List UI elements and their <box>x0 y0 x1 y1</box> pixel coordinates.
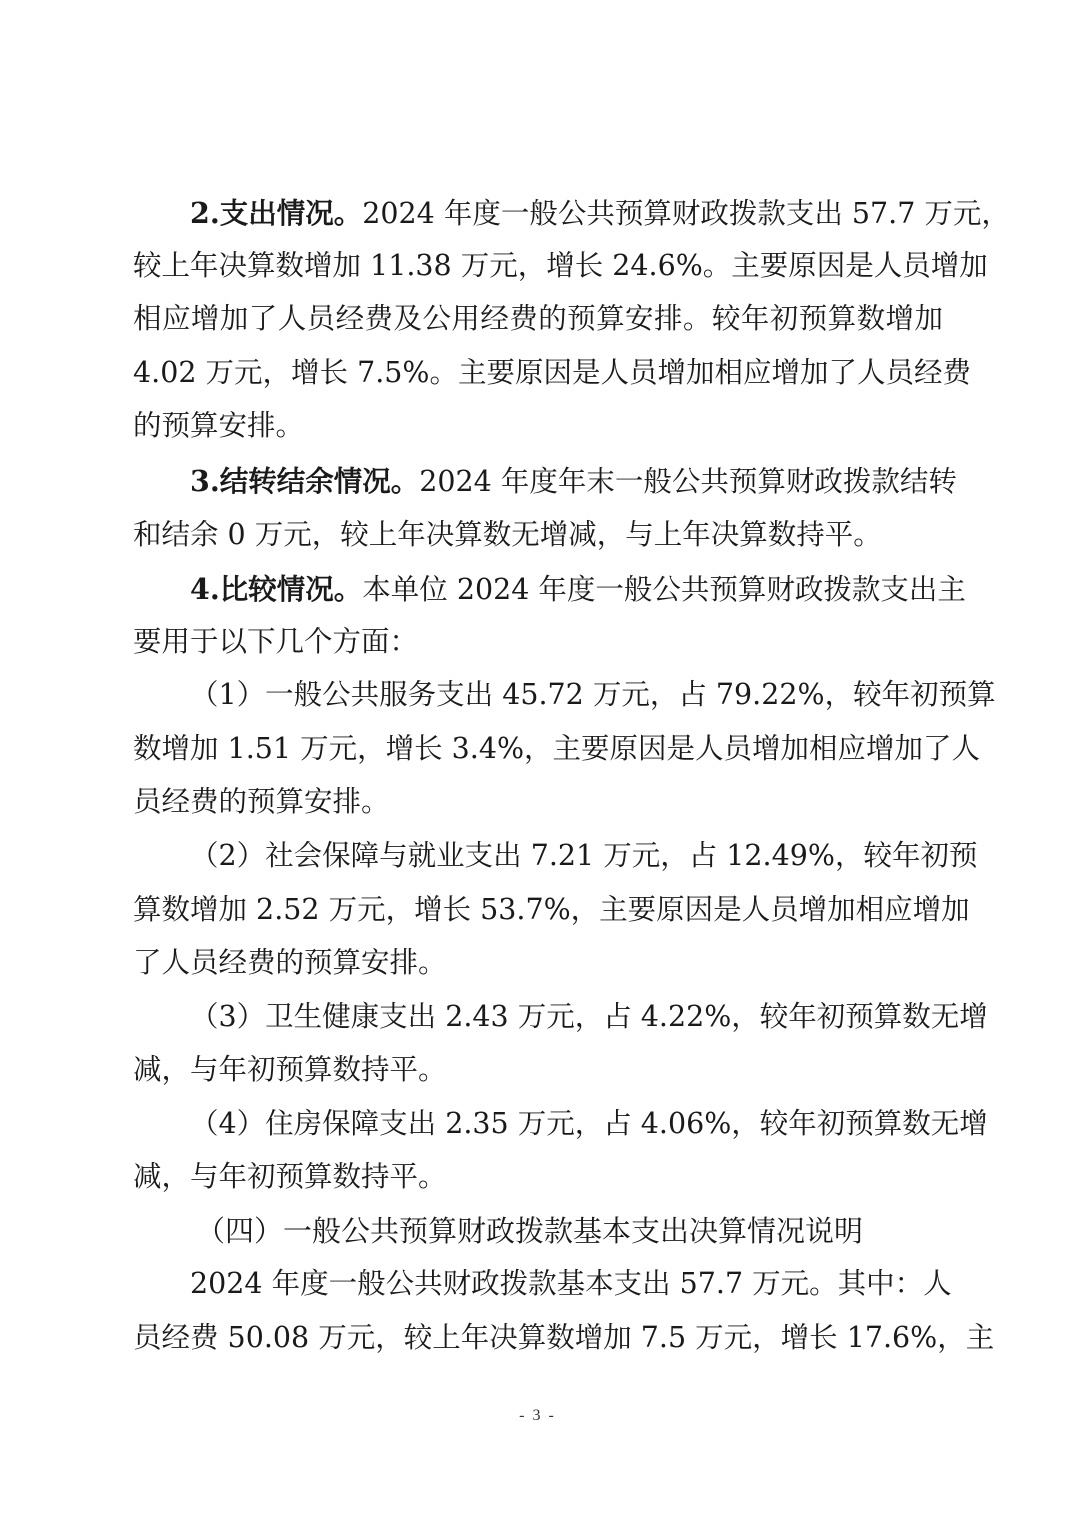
section-3-title: 3.结转结余情况。 <box>190 464 420 498</box>
item-3-line-1: （3）卫生健康支出 2.43 万元，占 4.22%，较年初预算数无增 <box>190 1000 988 1033</box>
section-4-text: 本单位 2024 年度一般公共预算财政拨款支出主 <box>362 573 966 606</box>
section-3-text: 2024 年度年末一般公共预算财政拨款结转 <box>419 465 957 498</box>
section-2-line-3: 相应增加了人员经费及公用经费的预算安排。较年初预算数增加 <box>133 302 943 335</box>
section-2-title: 2.支出情况。 <box>190 196 363 230</box>
item-3-line-2: 减，与年初预算数持平。 <box>133 1053 447 1086</box>
item-2-line-2: 算数增加 2.52 万元，增长 53.7%，主要原因是人员增加相应增加 <box>133 893 970 926</box>
section-2-line-2: 较上年决算数增加 11.38 万元，增长 24.6%。主要原因是人员增加 <box>133 249 988 282</box>
section-4-line-2: 要用于以下几个方面： <box>133 625 419 658</box>
item-4-line-1: （4）住房保障支出 2.35 万元，占 4.06%，较年初预算数无增 <box>190 1107 988 1140</box>
item-1-line-3: 员经费的预算安排。 <box>133 785 390 818</box>
item-4-line-2: 减，与年初预算数持平。 <box>133 1160 447 1193</box>
section-4-title: 4.比较情况。 <box>190 572 363 606</box>
section-3-line-1 <box>190 461 957 502</box>
item-1-line-2: 数增加 1.51 万元，增长 3.4%，主要原因是人员增加相应增加了人 <box>133 732 981 765</box>
section-2-line-4: 4.02 万元，增长 7.5%。主要原因是人员增加相应增加了人员经费 <box>133 356 971 389</box>
page-number: - 3 - <box>519 1407 556 1424</box>
basic-expenditure-line-2: 员经费 50.08 万元，较上年决算数增加 7.5 万元，增长 17.6%，主 <box>133 1321 995 1354</box>
section-heading-four: （四）一般公共预算财政拨款基本支出决算情况说明 <box>196 1214 864 1248</box>
section-2-text: 2024 年度一般公共预算财政拨款支出 57.7 万元， <box>362 197 1010 230</box>
section-2-line-1 <box>190 193 1010 234</box>
item-2-line-1: （2）社会保障与就业支出 7.21 万元，占 12.49%，较年初预 <box>190 839 978 872</box>
section-2-line-5: 的预算安排。 <box>133 409 305 442</box>
basic-expenditure-line-1: 2024 年度一般公共财政拨款基本支出 57.7 万元。其中：人 <box>190 1267 952 1300</box>
section-3-line-2: 和结余 0 万元，较上年决算数无增减，与上年决算数持平。 <box>133 518 882 551</box>
item-1-line-1: （1）一般公共服务支出 45.72 万元，占 79.22%，较年初预算 <box>190 678 996 711</box>
section-4-line-1 <box>190 569 966 610</box>
item-2-line-3: 了人员经费的预算安排。 <box>133 946 447 979</box>
